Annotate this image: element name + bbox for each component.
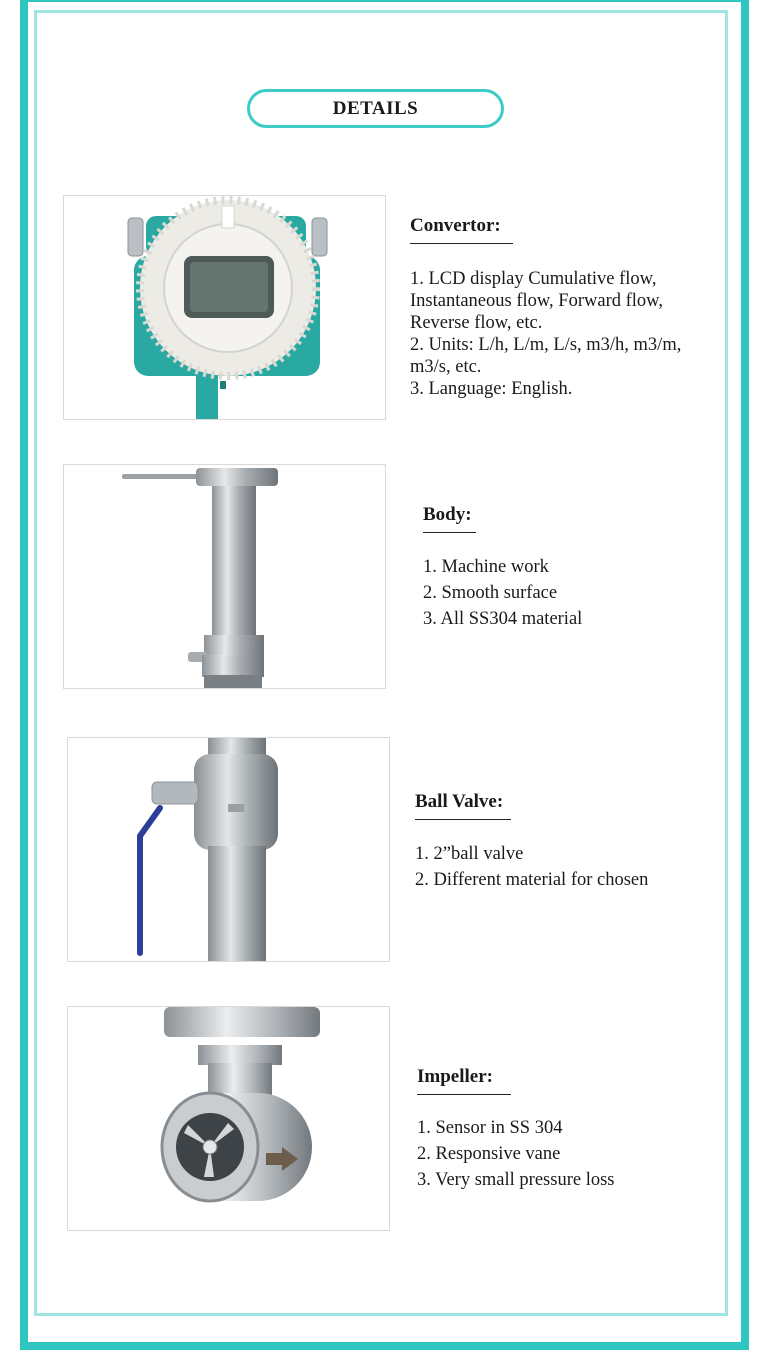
list-item: 1. LCD display Cumulative flow, bbox=[410, 269, 657, 289]
body-heading: Body: bbox=[423, 504, 476, 533]
convertor-heading: Convertor: bbox=[410, 215, 513, 244]
list-item: 3. Language: English. bbox=[410, 379, 573, 399]
list-item: 2. Different material for chosen bbox=[415, 870, 649, 890]
impeller-photo bbox=[67, 1006, 390, 1231]
list-item: 2. Smooth surface bbox=[423, 583, 558, 603]
list-item: Instantaneous flow, Forward flow, bbox=[410, 291, 663, 311]
list-item: 3. Very small pressure loss bbox=[417, 1170, 615, 1190]
convertor-features bbox=[410, 268, 681, 400]
page-title: DETAILS bbox=[247, 89, 504, 128]
body-photo bbox=[63, 464, 386, 689]
list-item: 3. All SS304 material bbox=[423, 609, 583, 629]
list-item: 1. Machine work bbox=[423, 557, 549, 577]
list-item: 1. 2”ball valve bbox=[415, 844, 524, 864]
list-item: m3/s, etc. bbox=[410, 357, 482, 377]
impeller-heading: Impeller: bbox=[417, 1066, 511, 1095]
convertor-photo bbox=[63, 195, 386, 420]
list-item: Reverse flow, etc. bbox=[410, 313, 543, 333]
ball-valve-features bbox=[415, 841, 648, 893]
list-item: 1. Sensor in SS 304 bbox=[417, 1118, 563, 1138]
list-item: 2. Responsive vane bbox=[417, 1144, 561, 1164]
body-features bbox=[423, 554, 582, 632]
ball-valve-photo bbox=[67, 737, 390, 962]
ball-valve-heading: Ball Valve: bbox=[415, 791, 511, 820]
impeller-features bbox=[417, 1115, 614, 1193]
list-item: 2. Units: L/h, L/m, L/s, m3/h, m3/m, bbox=[410, 335, 682, 355]
